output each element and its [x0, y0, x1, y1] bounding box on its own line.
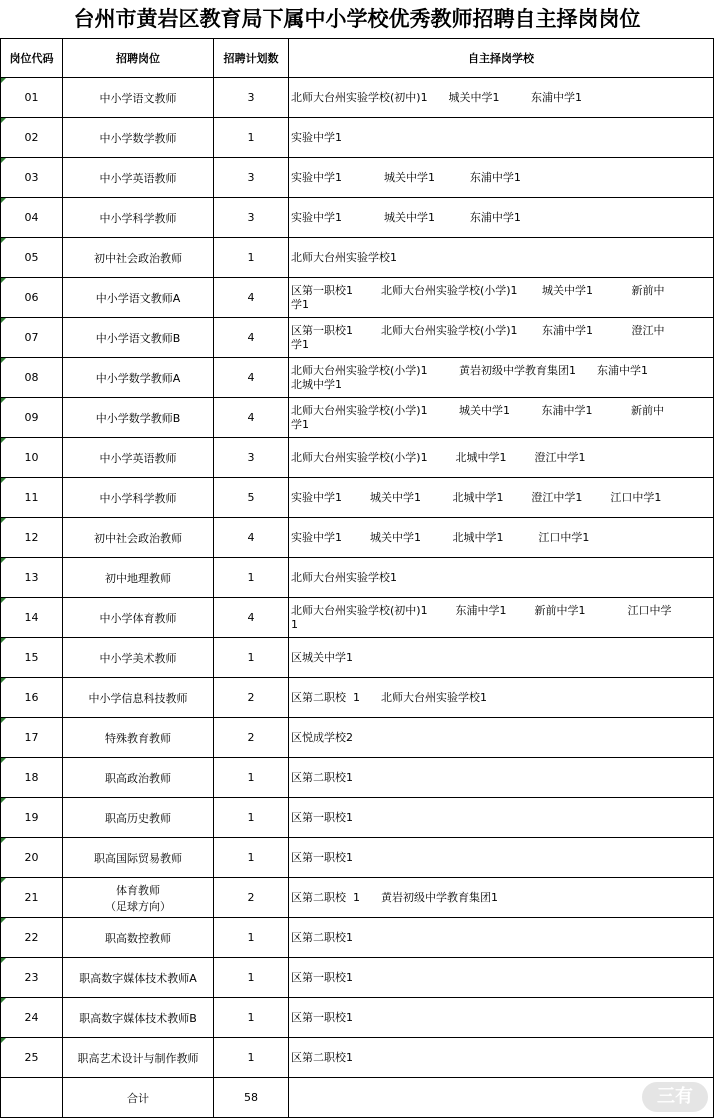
table-row [1, 758, 714, 798]
table-row [1, 638, 714, 678]
post-name: 体育教师 [116, 883, 160, 897]
post-code-cell: 06 [1, 278, 63, 318]
schools-line: 区第一职校1 北师大台州实验学校(小学)1 城关中学1 新前中 [291, 283, 665, 297]
plan-count-cell: 4 [214, 278, 289, 318]
post-name: 中小学美术教师 [99, 651, 177, 665]
schools-cell [289, 198, 714, 238]
plan-count-cell: 1 [214, 998, 289, 1038]
schools-cell [289, 518, 714, 558]
post-code-cell: 13 [1, 558, 63, 598]
post-name-cell [63, 718, 214, 758]
schools-cell [289, 998, 714, 1038]
plan-count-cell: 2 [214, 678, 289, 718]
post-name-cell [63, 438, 214, 478]
schools-cell [289, 958, 714, 998]
table-row [1, 198, 714, 238]
schools-line: 区第一职校1 [291, 970, 353, 984]
header-post: 招聘岗位 [63, 39, 214, 78]
post-code-cell: 08 [1, 358, 63, 398]
post-name-cell [63, 638, 214, 678]
table-row [1, 78, 714, 118]
schools-line: 区第一职校1 [291, 810, 353, 824]
post-name-subtitle: （足球方向） [105, 899, 171, 913]
post-name-cell [63, 1038, 214, 1078]
post-code-cell: 16 [1, 678, 63, 718]
plan-count-cell: 5 [214, 478, 289, 518]
table-row [1, 558, 714, 598]
table-row [1, 878, 714, 918]
schools-line: 北师大台州实验学校(小学)1 黄岩初级中学教育集团1 东浦中学1 [291, 363, 649, 377]
plan-count-cell: 1 [214, 118, 289, 158]
schools-cell [289, 798, 714, 838]
table-row [1, 398, 714, 438]
post-name: 中小学英语教师 [99, 171, 177, 185]
table-row [1, 278, 714, 318]
post-code-cell: 05 [1, 238, 63, 278]
schools-line: 学1 [291, 297, 309, 311]
schools-cell [289, 838, 714, 878]
plan-count-cell: 4 [214, 358, 289, 398]
table-row [1, 798, 714, 838]
plan-count-cell: 1 [214, 838, 289, 878]
post-name-cell [63, 798, 214, 838]
schools-line: 实验中学1 城关中学1 东浦中学1 [291, 210, 521, 224]
schools-line: 区第一职校1 [291, 1010, 353, 1024]
plan-count-cell: 1 [214, 558, 289, 598]
post-name: 特殊教育教师 [105, 731, 171, 745]
post-code-cell: 21 [1, 878, 63, 918]
schools-cell [289, 918, 714, 958]
plan-count-cell: 3 [214, 198, 289, 238]
post-name-cell [63, 598, 214, 638]
schools-cell [289, 278, 714, 318]
post-code-cell: 02 [1, 118, 63, 158]
post-name: 中小学数学教师B [95, 411, 181, 425]
post-code-cell: 14 [1, 598, 63, 638]
post-code-cell: 20 [1, 838, 63, 878]
schools-line: 区城关中学1 [291, 650, 353, 664]
post-name-cell [63, 958, 214, 998]
post-name: 职高数控教师 [105, 931, 171, 945]
post-name: 中小学数学教师 [99, 131, 177, 145]
post-name: 中小学科学教师 [99, 211, 177, 225]
post-code-cell: 11 [1, 478, 63, 518]
plan-count-cell: 3 [214, 158, 289, 198]
post-name-cell [63, 278, 214, 318]
post-code-cell: 15 [1, 638, 63, 678]
table-row [1, 958, 714, 998]
schools-line: 区第二职校1 [291, 930, 353, 944]
plan-count-cell: 4 [214, 598, 289, 638]
post-name-cell [63, 838, 214, 878]
post-name-cell [63, 918, 214, 958]
watermark-logo: 三有 [642, 1082, 708, 1112]
schools-cell [289, 638, 714, 678]
table-row [1, 478, 714, 518]
schools-line: 北城中学1 [291, 377, 342, 391]
recruitment-table [0, 38, 714, 1118]
schools-line: 学1 [291, 417, 309, 431]
plan-count-cell: 1 [214, 958, 289, 998]
schools-line: 实验中学1 城关中学1 北城中学1 澄江中学1 江口中学1 [291, 490, 662, 504]
post-name: 职高国际贸易教师 [94, 851, 182, 865]
schools-line: 学1 [291, 337, 309, 351]
schools-line: 区第二职校 1 黄岩初级中学教育集团1 [291, 890, 498, 904]
header-schools: 自主择岗学校 [289, 39, 714, 78]
post-name-cell [63, 758, 214, 798]
schools-line: 区第一职校1 [291, 850, 353, 864]
post-name-cell [63, 518, 214, 558]
schools-cell [289, 78, 714, 118]
table-row [1, 998, 714, 1038]
schools-cell [289, 558, 714, 598]
table-row [1, 838, 714, 878]
total-label: 合计 [63, 1078, 214, 1118]
total-empty-cell [1, 1078, 63, 1118]
schools-cell [289, 358, 714, 398]
post-code-cell: 22 [1, 918, 63, 958]
post-code-cell: 19 [1, 798, 63, 838]
plan-count-cell: 1 [214, 1038, 289, 1078]
schools-line: 实验中学1 城关中学1 东浦中学1 [291, 170, 521, 184]
plan-count-cell: 4 [214, 318, 289, 358]
header-count: 招聘计划数 [214, 39, 289, 78]
post-code-cell: 18 [1, 758, 63, 798]
plan-count-cell: 1 [214, 918, 289, 958]
table-row [1, 678, 714, 718]
post-name: 职高数字媒体技术教师B [79, 1011, 197, 1025]
table-body [1, 78, 714, 1078]
post-name: 职高历史教师 [105, 811, 171, 825]
total-row [1, 1078, 714, 1118]
table-row [1, 598, 714, 638]
schools-line: 区第一职校1 北师大台州实验学校(小学)1 东浦中学1 澄江中 [291, 323, 665, 337]
schools-line: 北师大台州实验学校(小学)1 城关中学1 东浦中学1 新前中 [291, 403, 664, 417]
table-row [1, 1038, 714, 1078]
post-name: 初中社会政治教师 [94, 531, 182, 545]
table-row [1, 358, 714, 398]
post-code-cell: 23 [1, 958, 63, 998]
post-name: 中小学体育教师 [99, 611, 177, 625]
header-code: 岗位代码 [1, 39, 63, 78]
header-row [1, 39, 714, 78]
post-name-cell [63, 558, 214, 598]
post-code-cell: 17 [1, 718, 63, 758]
schools-cell [289, 438, 714, 478]
post-code-cell: 01 [1, 78, 63, 118]
schools-line: 实验中学1 城关中学1 北城中学1 江口中学1 [291, 530, 590, 544]
schools-cell [289, 398, 714, 438]
post-name-cell [63, 78, 214, 118]
post-code-cell: 10 [1, 438, 63, 478]
schools-line: 区第二职校1 [291, 770, 353, 784]
table-row [1, 918, 714, 958]
schools-line: 北师大台州实验学校1 [291, 250, 397, 264]
schools-cell [289, 318, 714, 358]
post-name-cell [63, 238, 214, 278]
plan-count-cell: 4 [214, 398, 289, 438]
plan-count-cell: 3 [214, 78, 289, 118]
table-row [1, 238, 714, 278]
post-code-cell: 07 [1, 318, 63, 358]
plan-count-cell: 1 [214, 638, 289, 678]
schools-cell [289, 878, 714, 918]
schools-cell [289, 598, 714, 638]
post-code-cell: 24 [1, 998, 63, 1038]
schools-cell [289, 478, 714, 518]
post-name-cell [63, 358, 214, 398]
schools-line: 北师大台州实验学校(初中)1 城关中学1 东浦中学1 [291, 90, 583, 104]
post-name-cell [63, 878, 214, 918]
post-name-cell [63, 998, 214, 1038]
schools-cell [289, 238, 714, 278]
post-code-cell: 03 [1, 158, 63, 198]
post-code-cell: 12 [1, 518, 63, 558]
schools-cell [289, 158, 714, 198]
table-row [1, 518, 714, 558]
post-code-cell: 25 [1, 1038, 63, 1078]
schools-cell [289, 678, 714, 718]
schools-line: 区第二职校 1 北师大台州实验学校1 [291, 690, 487, 704]
plan-count-cell: 1 [214, 758, 289, 798]
schools-line: 北师大台州实验学校1 [291, 570, 397, 584]
post-name: 职高数字媒体技术教师A [79, 971, 197, 985]
schools-line: 北师大台州实验学校(初中)1 东浦中学1 新前中学1 江口中学 [291, 603, 672, 617]
schools-cell [289, 758, 714, 798]
post-name-cell [63, 118, 214, 158]
table-row [1, 438, 714, 478]
schools-line: 北师大台州实验学校(小学)1 北城中学1 澄江中学1 [291, 450, 586, 464]
post-name: 中小学语文教师A [95, 291, 181, 305]
total-count: 58 [214, 1078, 289, 1118]
post-name: 初中地理教师 [105, 571, 171, 585]
schools-cell [289, 1038, 714, 1078]
post-name-cell [63, 478, 214, 518]
post-name-cell [63, 198, 214, 238]
schools-cell [289, 718, 714, 758]
post-name: 中小学信息科技教师 [88, 691, 188, 705]
post-name: 职高艺术设计与制作教师 [77, 1051, 199, 1065]
post-name-cell [63, 158, 214, 198]
post-name: 中小学科学教师 [99, 491, 177, 505]
post-name: 中小学英语教师 [99, 451, 177, 465]
table-row [1, 118, 714, 158]
table-row [1, 318, 714, 358]
post-name: 职高政治教师 [105, 771, 171, 785]
plan-count-cell: 2 [214, 718, 289, 758]
post-code-cell: 04 [1, 198, 63, 238]
schools-line: 实验中学1 [291, 130, 342, 144]
page-title: 台州市黄岩区教育局下属中小学校优秀教师招聘自主择岗岗位 [73, 6, 641, 31]
schools-line: 区悦成学校2 [291, 730, 353, 744]
table-row [1, 158, 714, 198]
post-code-cell: 09 [1, 398, 63, 438]
plan-count-cell: 1 [214, 238, 289, 278]
plan-count-cell: 3 [214, 438, 289, 478]
schools-line: 区第二职校1 [291, 1050, 353, 1064]
plan-count-cell: 2 [214, 878, 289, 918]
schools-line: 1 [291, 617, 298, 631]
post-name: 中小学语文教师B [95, 331, 181, 345]
table-row [1, 718, 714, 758]
plan-count-cell: 4 [214, 518, 289, 558]
post-name: 中小学数学教师A [95, 371, 181, 385]
post-name-cell [63, 318, 214, 358]
post-name-cell [63, 678, 214, 718]
post-name: 初中社会政治教师 [94, 251, 182, 265]
post-name-cell [63, 398, 214, 438]
schools-cell [289, 118, 714, 158]
post-name: 中小学语文教师 [99, 91, 177, 105]
plan-count-cell: 1 [214, 798, 289, 838]
